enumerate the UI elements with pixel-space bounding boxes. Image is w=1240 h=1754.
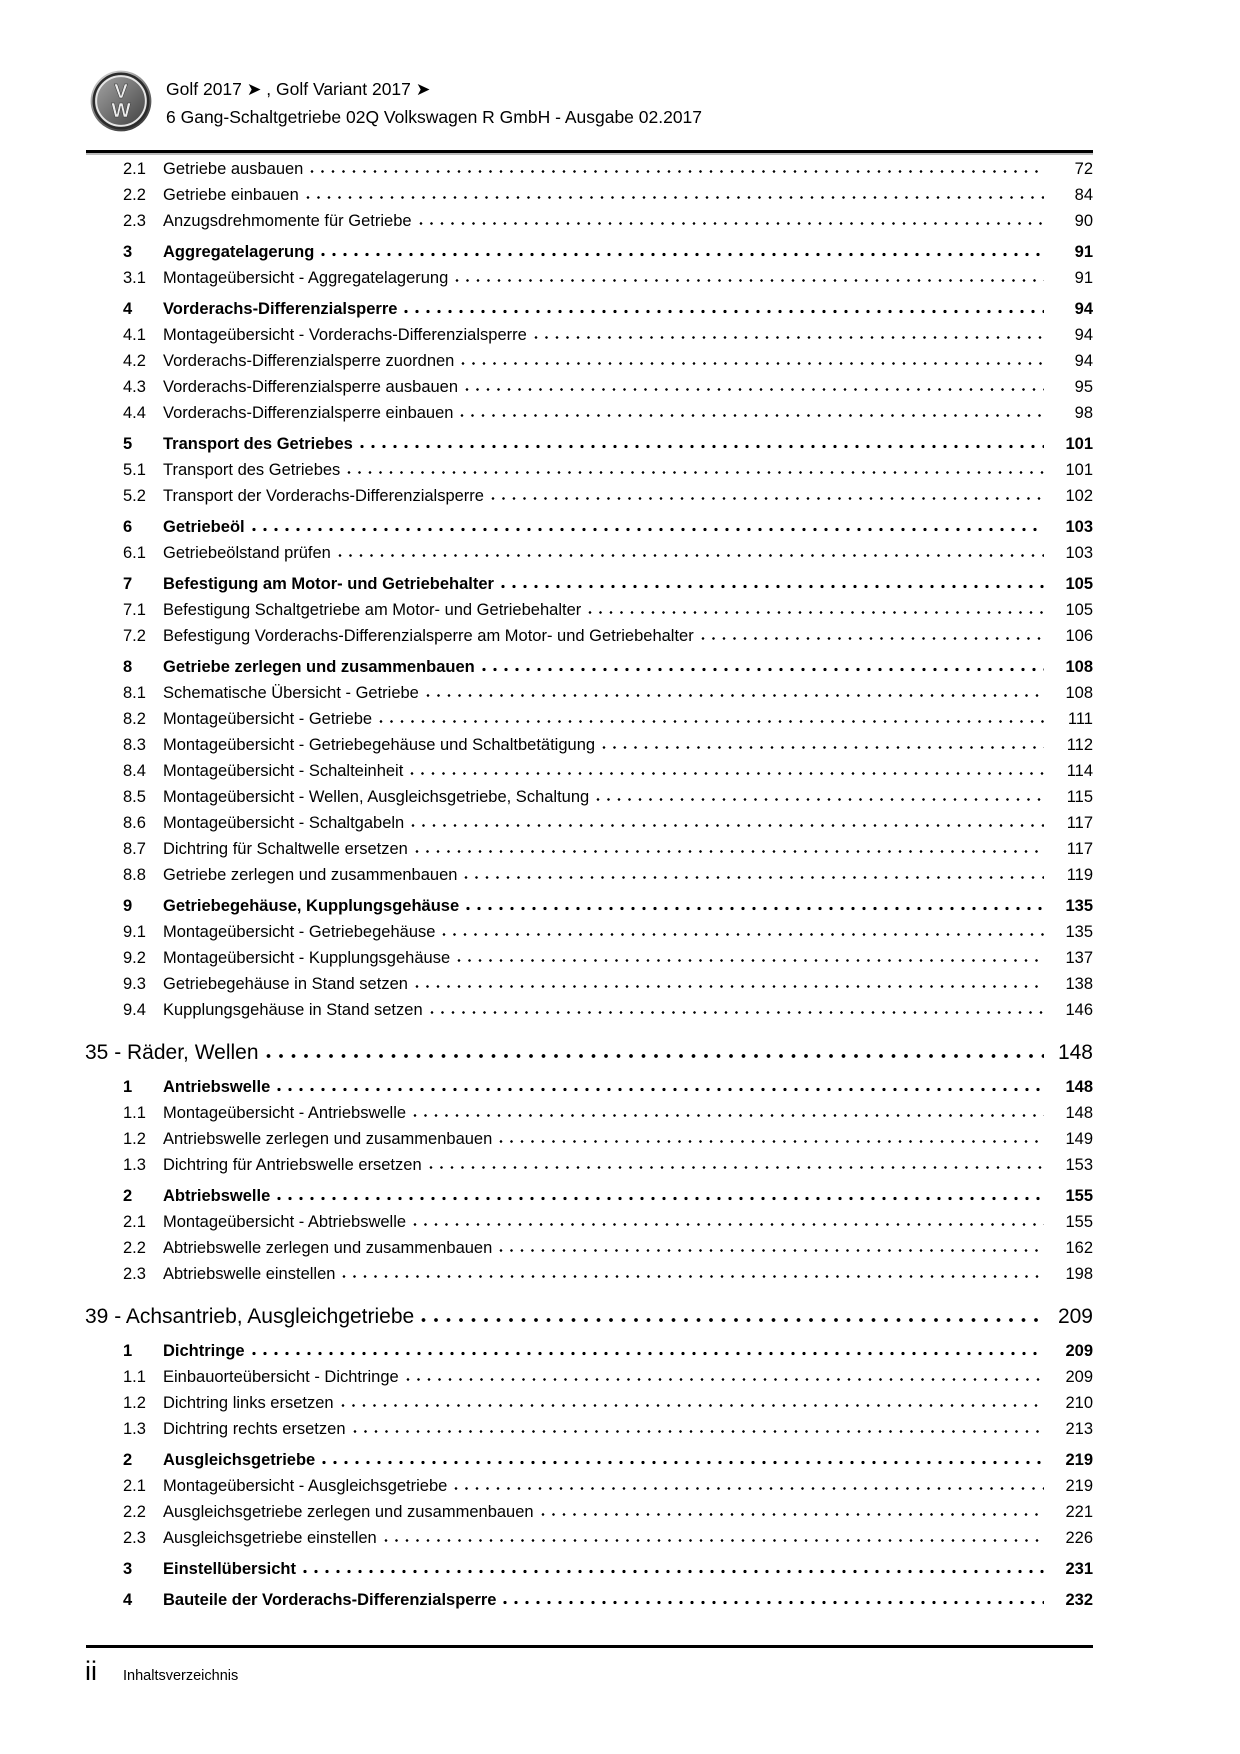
toc-entry-page: 94	[1074, 326, 1093, 344]
toc-entry-page: 162	[1065, 1239, 1093, 1257]
toc-entry-title: Abtriebswelle einstellen	[163, 1265, 336, 1283]
toc-entry-page: 138	[1065, 975, 1093, 993]
toc-entry-title: Getriebe einbauen	[163, 186, 299, 204]
dot-leader	[341, 1403, 1044, 1408]
toc-entry-title: Getriebe ausbauen	[163, 160, 304, 178]
toc-entry-number: 8.6	[123, 814, 146, 832]
toc-row	[85, 710, 1093, 736]
toc-row	[85, 1591, 1093, 1617]
toc-row	[85, 658, 1093, 684]
toc-entry-number: 8	[123, 658, 133, 676]
dot-leader	[701, 636, 1044, 641]
toc-entry-page: 117	[1066, 840, 1093, 858]
toc-row	[85, 866, 1093, 892]
footer-rule	[86, 1645, 1093, 1648]
toc-row	[85, 404, 1093, 430]
toc-entry-title: Dichtringe	[163, 1342, 245, 1360]
toc-entry-number: 1.1	[123, 1104, 146, 1122]
toc-entry-title: Anzugsdrehmomente für Getriebe	[163, 212, 412, 230]
toc-row	[85, 1420, 1093, 1446]
toc-entry-number: 2.2	[123, 186, 146, 204]
toc-entry-title: Antriebswelle	[163, 1078, 271, 1096]
toc-entry-number: 9	[123, 897, 133, 915]
toc-entry-title: Montageübersicht - Ausgleichsgetriebe	[163, 1477, 448, 1495]
toc-entry-number: 5.1	[123, 461, 146, 479]
toc-entry-title: Getriebe zerlegen und zusammenbauen	[163, 658, 475, 676]
toc-entry-page: 105	[1065, 575, 1093, 593]
toc-entry-number: 9.4	[123, 1001, 146, 1019]
toc-row	[85, 788, 1093, 814]
toc-row	[85, 326, 1093, 352]
toc-entry-number: 9.1	[123, 923, 146, 941]
toc-entry-page: 209	[1065, 1368, 1093, 1386]
toc-row	[85, 975, 1093, 1001]
toc-entry-title: Montageübersicht - Schaltgabeln	[163, 814, 405, 832]
dot-leader	[430, 1010, 1044, 1015]
toc-row	[85, 949, 1093, 975]
toc-row	[85, 736, 1093, 762]
toc-entry-title: Montageübersicht - Aggregatelagerung	[163, 269, 449, 287]
dot-leader	[491, 496, 1044, 501]
toc-entry-page: 111	[1067, 710, 1093, 728]
toc-entry-title: Ausgleichsgetriebe zerlegen und zusammenbauen	[163, 1503, 534, 1521]
toc-row	[85, 840, 1093, 866]
dot-leader	[460, 413, 1044, 418]
toc-entry-number: 2.2	[123, 1503, 146, 1521]
toc-entry-page: 94	[1074, 352, 1093, 370]
toc-row	[85, 461, 1093, 487]
toc-entry-title: Getriebeöl	[163, 518, 245, 536]
dot-leader	[338, 553, 1044, 558]
toc-row	[85, 1477, 1093, 1503]
toc-entry-title: Vorderachs-Differenzialsperre ausbauen	[163, 378, 459, 396]
dot-leader	[429, 1165, 1044, 1170]
toc-entry-title: Montageübersicht - Schalteinheit	[163, 762, 404, 780]
toc-row	[85, 1078, 1093, 1104]
toc-row	[85, 1265, 1093, 1291]
toc-entry-page: 148	[1057, 1041, 1093, 1064]
toc-entry-number: 8.2	[123, 710, 146, 728]
toc-entry-title: Montageübersicht - Getriebegehäuse und Schaltbetätigung	[163, 736, 596, 754]
toc-entry-title: Befestigung Vorderachs-Differenzialsperre am Motor- und Getriebehalter	[163, 627, 694, 645]
toc-row	[85, 352, 1093, 378]
toc-entry-title: Abtriebswelle zerlegen und zusammenbauen	[163, 1239, 493, 1257]
dot-leader	[306, 195, 1044, 200]
dot-leader	[252, 527, 1044, 532]
toc-entry-number: 2.1	[123, 160, 146, 178]
toc-entry-title: Transport des Getriebes	[163, 435, 353, 453]
toc-entry-page: 90	[1074, 212, 1093, 230]
dot-leader	[465, 387, 1044, 392]
toc-entry-number: 2.1	[123, 1477, 146, 1495]
toc-row	[85, 1104, 1093, 1130]
dot-leader	[322, 1460, 1044, 1465]
toc-row	[85, 1560, 1093, 1586]
toc-row	[85, 575, 1093, 601]
toc-entry-page: 91	[1074, 269, 1093, 287]
toc-entry-page: 108	[1065, 658, 1093, 676]
toc-entry-page: 198	[1065, 1265, 1093, 1283]
dot-leader	[384, 1538, 1044, 1543]
toc-row	[85, 601, 1093, 627]
toc-entry-number: 2.3	[123, 1529, 146, 1547]
toc-entry-title: Montageübersicht - Kupplungsgehäuse	[163, 949, 451, 967]
dot-leader	[457, 958, 1044, 963]
toc-entry-page: 101	[1065, 461, 1093, 479]
toc-entry-number: 3.1	[123, 269, 146, 287]
toc-row	[85, 814, 1093, 840]
toc-entry-title: Ausgleichsgetriebe	[163, 1451, 316, 1469]
dot-leader	[266, 1053, 1044, 1059]
toc-entry-number: 6.1	[123, 544, 146, 562]
dot-leader	[602, 745, 1044, 750]
dot-leader	[421, 1317, 1044, 1323]
toc-row	[85, 1451, 1093, 1477]
header-rule	[86, 150, 1093, 153]
toc-entry-title: Getriebegehäuse in Stand setzen	[163, 975, 408, 993]
toc-entry-page: 219	[1065, 1477, 1093, 1495]
toc-entry-page: 94	[1074, 300, 1093, 318]
toc-entry-title: Dichtring links ersetzen	[163, 1394, 334, 1412]
toc-entry-number: 2	[123, 1451, 133, 1469]
dot-leader	[415, 849, 1044, 854]
toc-entry-number: 1	[123, 1078, 133, 1096]
toc-entry-number: 2.1	[123, 1213, 146, 1231]
toc-entry-number: 6	[123, 518, 133, 536]
toc-entry-title: Befestigung am Motor- und Getriebehalter	[163, 575, 494, 593]
toc-entry-page: 148	[1065, 1104, 1093, 1122]
toc-entry-page: 95	[1074, 378, 1093, 396]
dot-leader	[501, 584, 1044, 589]
header-subtitle: 6 Gang-Schaltgetriebe 02Q Volkswagen R GmbH - Ausgabe 02.2017	[166, 107, 703, 127]
toc-row	[85, 1305, 1093, 1337]
footer-label: Inhaltsverzeichnis	[123, 1668, 239, 1684]
dot-leader	[466, 906, 1044, 911]
toc-entry-number: 5	[123, 435, 133, 453]
toc-entry-page: 219	[1065, 1451, 1093, 1469]
toc-entry-number: 9.3	[123, 975, 146, 993]
toc-row	[85, 1001, 1093, 1027]
toc-entry-title: Schematische Übersicht - Getriebe	[163, 684, 419, 702]
toc-entry-title: Getriebe zerlegen und zusammenbauen	[163, 866, 458, 884]
toc-entry-number: 2.3	[123, 212, 146, 230]
toc-entry-page: 155	[1065, 1213, 1093, 1231]
toc-row	[85, 1239, 1093, 1265]
toc-row	[85, 378, 1093, 404]
toc-row	[85, 1503, 1093, 1529]
toc-entry-number: 8.5	[123, 788, 146, 806]
toc-entry-number: 1.3	[123, 1420, 146, 1438]
dot-leader	[347, 470, 1044, 475]
dot-leader	[379, 719, 1044, 724]
toc-entry-title: Montageübersicht - Wellen, Ausgleichsgetriebe, Schaltung	[163, 788, 590, 806]
toc-entry-number: 4	[123, 300, 133, 318]
toc-entry-title: Transport des Getriebes	[163, 461, 341, 479]
svg-text:V: V	[114, 79, 128, 103]
dot-leader	[413, 1113, 1044, 1118]
toc-entry-page: 102	[1065, 487, 1093, 505]
dot-leader	[442, 932, 1044, 937]
header-model-line: Golf 2017 ➤ , Golf Variant 2017 ➤	[166, 79, 431, 99]
toc-entry-title: Montageübersicht - Antriebswelle	[163, 1104, 407, 1122]
toc-row	[85, 923, 1093, 949]
toc-row	[85, 160, 1093, 186]
toc-entry-page: 103	[1065, 544, 1093, 562]
toc-row	[85, 1368, 1093, 1394]
footer	[85, 1656, 1093, 1686]
toc-entry-title: Dichtring für Antriebswelle ersetzen	[163, 1156, 422, 1174]
toc-row	[85, 243, 1093, 269]
dot-leader	[499, 1139, 1044, 1144]
toc-row	[85, 684, 1093, 710]
toc-row	[85, 186, 1093, 212]
toc-entry-title: Vorderachs-Differenzialsperre	[163, 300, 398, 318]
toc-entry-page: 153	[1065, 1156, 1093, 1174]
toc-row	[85, 897, 1093, 923]
dot-leader	[252, 1351, 1044, 1356]
dot-leader	[596, 797, 1044, 802]
dot-leader	[464, 875, 1044, 880]
toc-entry-page: 226	[1065, 1529, 1093, 1547]
toc-entry-page: 101	[1065, 435, 1093, 453]
toc-row	[85, 544, 1093, 570]
toc-entry-page: 149	[1065, 1130, 1093, 1148]
dot-leader	[342, 1274, 1044, 1279]
dot-leader	[303, 1569, 1044, 1574]
toc-entry-page: 112	[1066, 736, 1093, 754]
toc-entry-page: 231	[1065, 1560, 1093, 1578]
toc-entry-page: 84	[1074, 186, 1093, 204]
toc-entry-title: Dichtring rechts ersetzen	[163, 1420, 346, 1438]
toc-row	[85, 1130, 1093, 1156]
toc-row	[85, 1041, 1093, 1073]
toc-entry-number: 4.3	[123, 378, 146, 396]
toc-entry-number: 1.3	[123, 1156, 146, 1174]
dot-leader	[353, 1429, 1045, 1434]
toc-entry-number: 1.1	[123, 1368, 146, 1386]
toc-entry-title: Befestigung Schaltgetriebe am Motor- und Getriebehalter	[163, 601, 582, 619]
toc-row	[85, 487, 1093, 513]
dot-leader	[321, 252, 1044, 257]
toc-row	[85, 435, 1093, 461]
dot-leader	[404, 309, 1044, 314]
toc-entry-page: 91	[1074, 243, 1093, 261]
toc-entry-number: 2.3	[123, 1265, 146, 1283]
toc-entry-number: 3	[123, 243, 133, 261]
toc-entry-title: Getriebegehäuse, Kupplungsgehäuse	[163, 897, 460, 915]
toc-entry-number: 9.2	[123, 949, 146, 967]
toc-entry-title: Montageübersicht - Getriebe	[163, 710, 373, 728]
dot-leader	[499, 1248, 1044, 1253]
toc-entry-title: Dichtring für Schaltwelle ersetzen	[163, 840, 408, 858]
toc-entry-page: 72	[1074, 160, 1093, 178]
dot-leader	[455, 278, 1044, 283]
toc-entry-title: Kupplungsgehäuse in Stand setzen	[163, 1001, 423, 1019]
toc-entry-number: 2.2	[123, 1239, 146, 1257]
toc-entry-title: Montageübersicht - Abtriebswelle	[163, 1213, 407, 1231]
dot-leader	[454, 1486, 1044, 1491]
toc-entry-page: 114	[1066, 762, 1093, 780]
toc-entry-number: 8.8	[123, 866, 146, 884]
toc-row	[85, 269, 1093, 295]
toc-entry-number: 1	[123, 1342, 133, 1360]
toc-entry-page: 115	[1066, 788, 1093, 806]
toc-entry-page: 146	[1065, 1001, 1093, 1019]
toc-row	[85, 1394, 1093, 1420]
toc	[85, 160, 1093, 1617]
toc-entry-page: 98	[1074, 404, 1093, 422]
toc-entry-title: Antriebswelle zerlegen und zusammenbauen	[163, 1130, 493, 1148]
dot-leader	[482, 667, 1044, 672]
vw-logo-icon	[90, 70, 152, 132]
toc-entry-number: 7	[123, 575, 133, 593]
toc-entry-title: 35 - Räder, Wellen	[85, 1041, 259, 1064]
dot-leader	[415, 984, 1044, 989]
toc-row	[85, 1213, 1093, 1239]
toc-entry-page: 148	[1065, 1078, 1093, 1096]
toc-entry-page: 117	[1066, 814, 1093, 832]
toc-row	[85, 1156, 1093, 1182]
toc-entry-number: 8.7	[123, 840, 146, 858]
toc-entry-title: Einbauorteübersicht - Dichtringe	[163, 1368, 399, 1386]
toc-entry-number: 7.1	[123, 601, 146, 619]
svg-text:W: W	[111, 99, 131, 123]
toc-entry-title: Vorderachs-Differenzialsperre zuordnen	[163, 352, 455, 370]
dot-leader	[413, 1222, 1044, 1227]
toc-entry-page: 209	[1057, 1305, 1093, 1328]
footer-page-marker: ii	[85, 1656, 97, 1686]
toc-entry-number: 4.4	[123, 404, 146, 422]
toc-row	[85, 1529, 1093, 1555]
toc-entry-number: 4.1	[123, 326, 146, 344]
toc-entry-title: Transport der Vorderachs-Differenzialsperre	[163, 487, 484, 505]
toc-entry-page: 108	[1065, 684, 1093, 702]
toc-row	[85, 300, 1093, 326]
dot-leader	[406, 1377, 1044, 1382]
header	[90, 70, 1093, 132]
toc-entry-page: 103	[1065, 518, 1093, 536]
dot-leader	[588, 610, 1044, 615]
toc-row	[85, 1342, 1093, 1368]
toc-entry-page: 213	[1065, 1420, 1093, 1438]
toc-entry-page: 135	[1065, 897, 1093, 915]
toc-entry-page: 209	[1065, 1342, 1093, 1360]
toc-entry-number: 7.2	[123, 627, 146, 645]
toc-entry-title: Vorderachs-Differenzialsperre einbauen	[163, 404, 454, 422]
toc-entry-title: Getriebeölstand prüfen	[163, 544, 331, 562]
toc-row	[85, 212, 1093, 238]
toc-entry-number: 4	[123, 1591, 133, 1609]
toc-entry-page: 105	[1065, 601, 1093, 619]
toc-entry-number: 4.2	[123, 352, 146, 370]
toc-entry-number: 2	[123, 1187, 133, 1205]
toc-entry-title: Ausgleichsgetriebe einstellen	[163, 1529, 377, 1547]
toc-entry-number: 1.2	[123, 1394, 146, 1412]
toc-entry-number: 8.1	[123, 684, 146, 702]
toc-entry-title: Bauteile der Vorderachs-Differenzialsperre	[163, 1591, 497, 1609]
toc-entry-title: Abtriebswelle	[163, 1187, 271, 1205]
dot-leader	[360, 444, 1044, 449]
toc-entry-page: 137	[1065, 949, 1093, 967]
toc-entry-number: 5.2	[123, 487, 146, 505]
dot-leader	[411, 823, 1044, 828]
toc-entry-number: 3	[123, 1560, 133, 1578]
dot-leader	[310, 169, 1044, 174]
toc-entry-number: 8.4	[123, 762, 146, 780]
toc-row	[85, 627, 1093, 653]
toc-entry-page: 135	[1065, 923, 1093, 941]
toc-row	[85, 1187, 1093, 1213]
toc-entry-page: 106	[1065, 627, 1093, 645]
toc-entry-title: 39 - Achsantrieb, Ausgleichgetriebe	[85, 1305, 415, 1328]
toc-entry-title: Einstellübersicht	[163, 1560, 296, 1578]
dot-leader	[419, 221, 1044, 226]
dot-leader	[426, 693, 1044, 698]
toc-entry-page: 221	[1065, 1503, 1093, 1521]
toc-entry-page: 119	[1066, 866, 1093, 884]
toc-entry-number: 1.2	[123, 1130, 146, 1148]
toc-row	[85, 518, 1093, 544]
dot-leader	[461, 361, 1044, 366]
header-text	[166, 75, 702, 132]
dot-leader	[541, 1512, 1044, 1517]
toc-entry-page: 210	[1065, 1394, 1093, 1412]
dot-leader	[277, 1196, 1044, 1201]
dot-leader	[534, 335, 1044, 340]
toc-entry-page: 232	[1065, 1591, 1093, 1609]
toc-entry-title: Montageübersicht - Getriebegehäuse	[163, 923, 436, 941]
toc-entry-title: Montageübersicht - Vorderachs-Differenzialsperre	[163, 326, 527, 344]
toc-entry-number: 8.3	[123, 736, 146, 754]
dot-leader	[503, 1600, 1044, 1605]
toc-entry-page: 155	[1065, 1187, 1093, 1205]
dot-leader	[410, 771, 1044, 776]
dot-leader	[277, 1087, 1044, 1092]
toc-entry-title: Aggregatelagerung	[163, 243, 315, 261]
toc-row	[85, 762, 1093, 788]
